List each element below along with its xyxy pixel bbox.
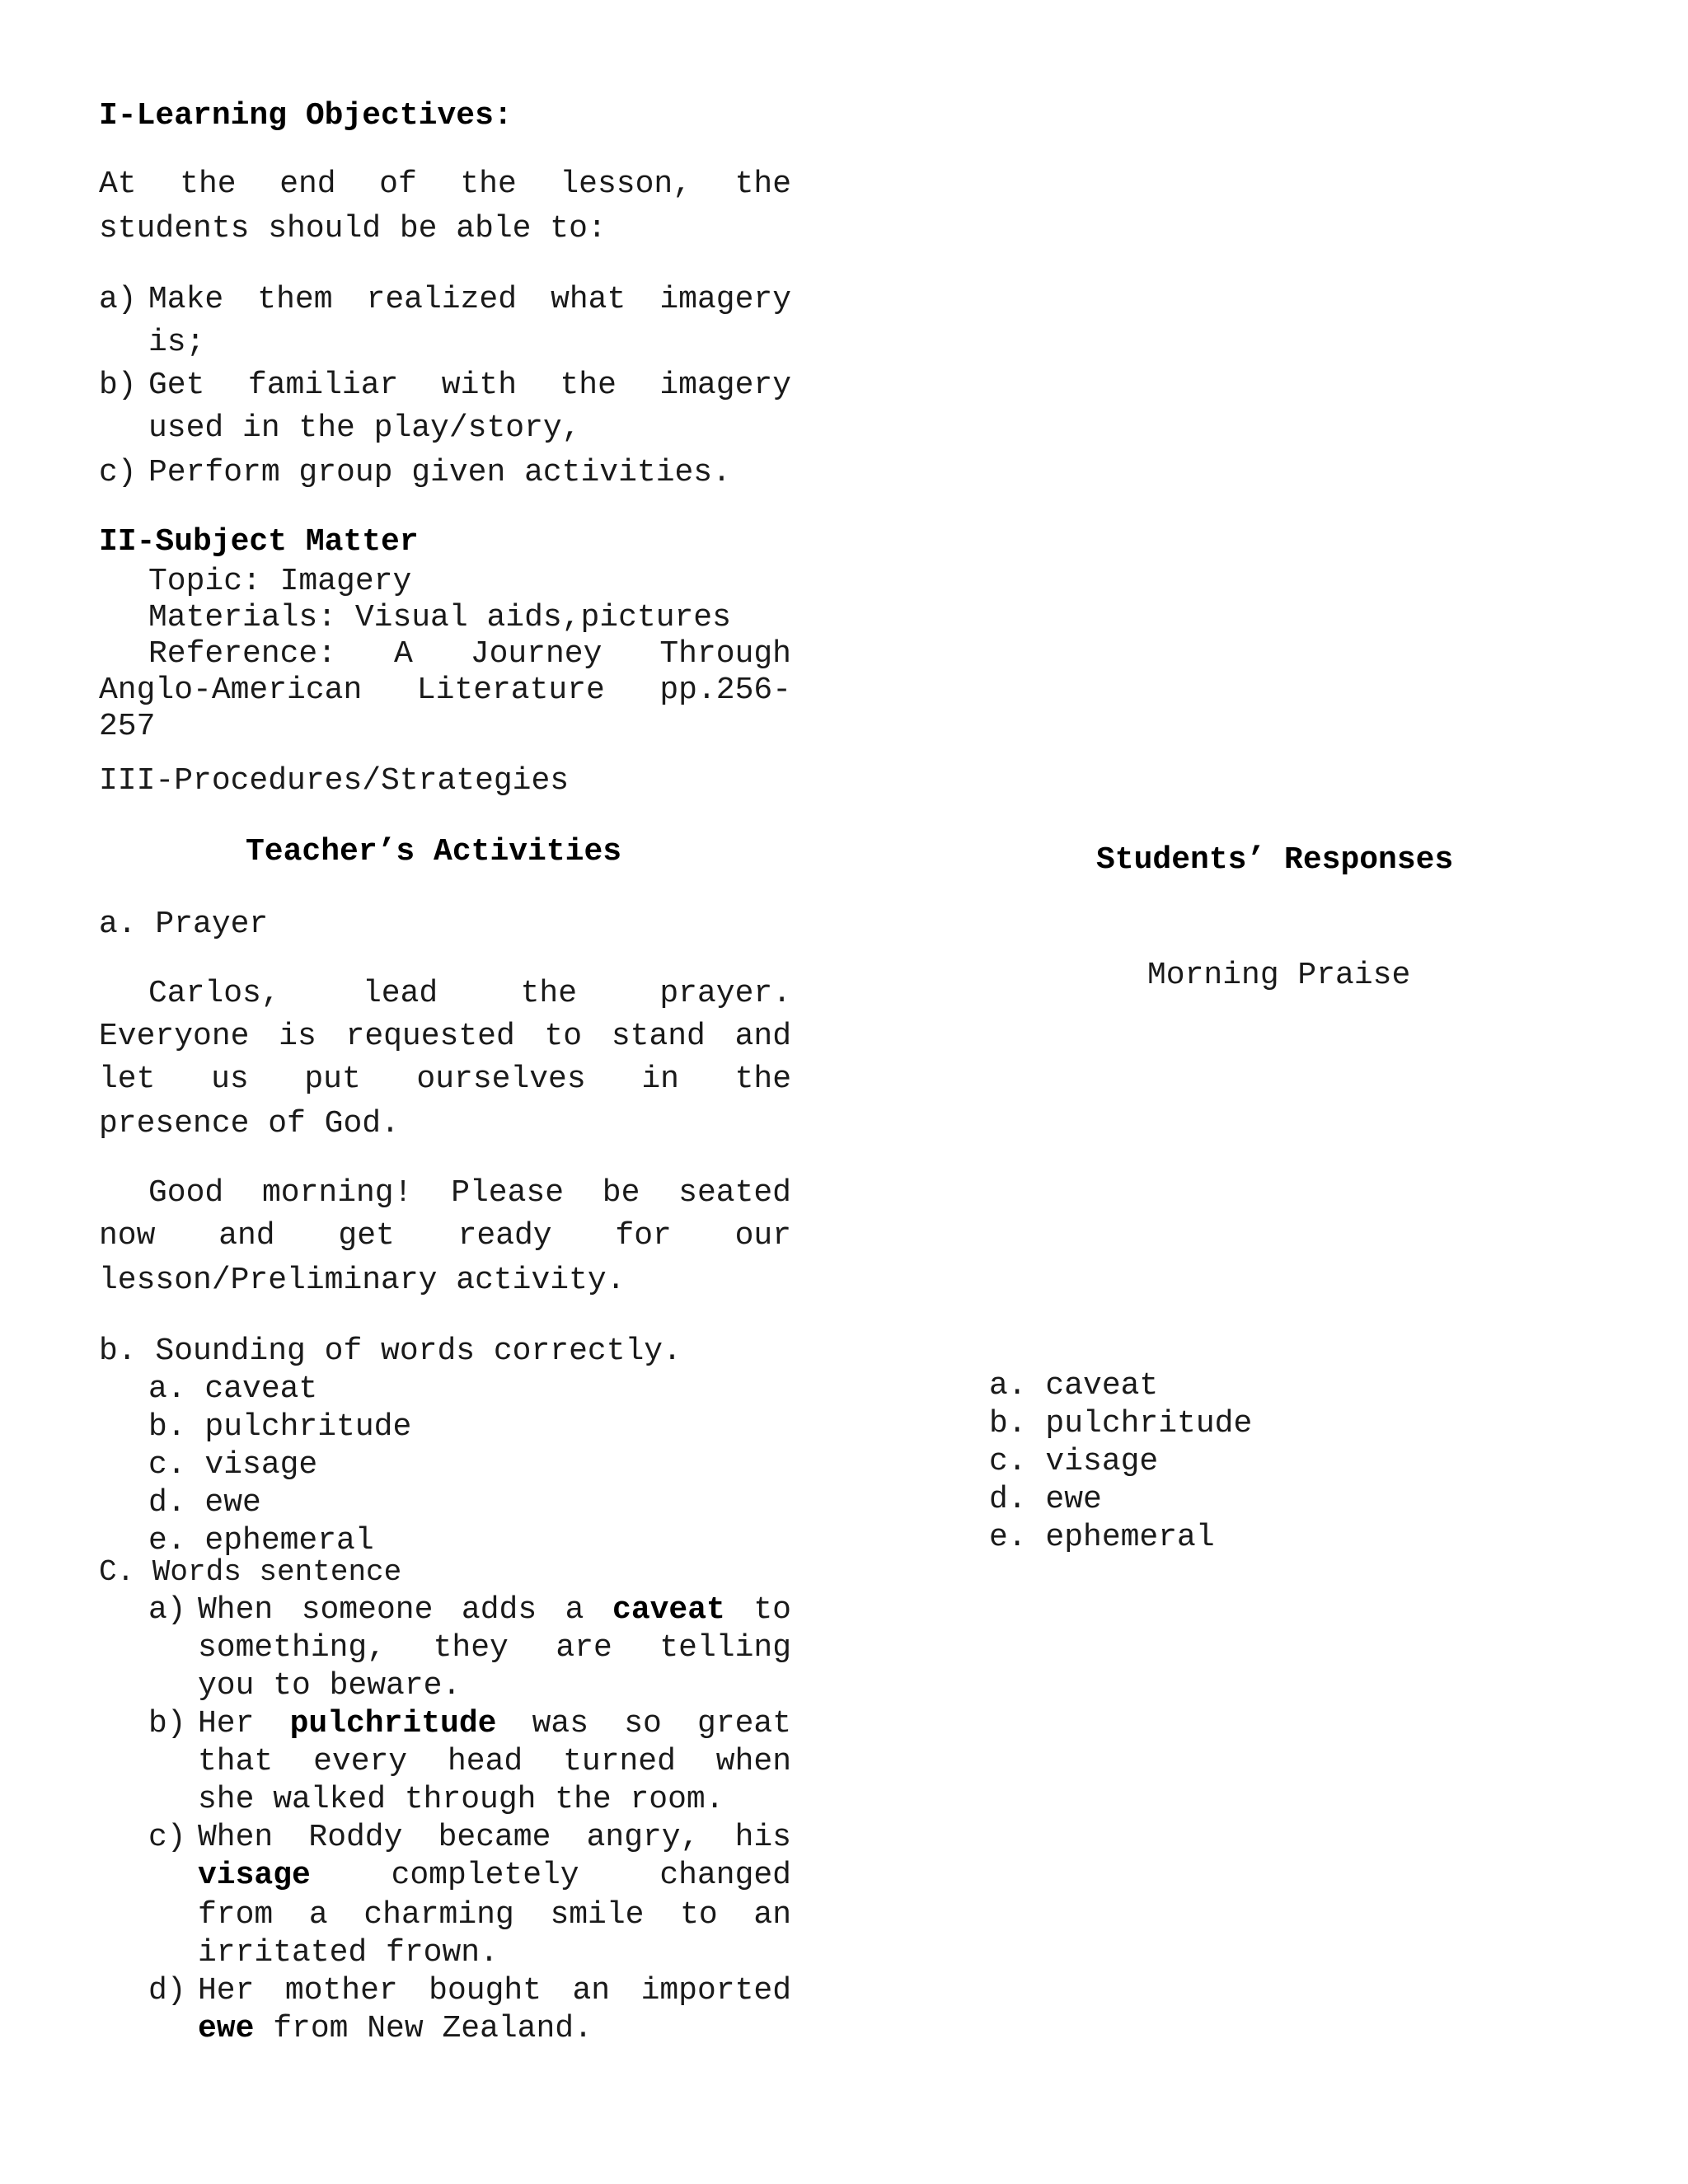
reference-line: Reference: A Journey Through [148,636,791,672]
sentence-label: a) [148,1592,186,1628]
procedures-heading: III-Procedures/Strategies [99,763,570,799]
sentence-line [198,1703,791,1746]
reference-line: Anglo-American Literature pp.256- [99,673,791,708]
learning-objectives-heading: I-Learning Objectives: [99,98,513,134]
vocab-word: caveat [612,1592,725,1628]
objective-item: Make them realized what imagery [148,282,791,317]
sentence-line: you to beware. [198,1668,462,1704]
objectives-intro-line: At the end of the lesson, the [99,166,791,202]
objective-label: c) [99,455,137,490]
sentence-text: Her [198,1706,290,1741]
vocab-word: visage [198,1858,311,1893]
sentence-line: from a charming smile to an [198,1897,791,1933]
greeting-paragraph-line: now and get ready for our [99,1218,791,1254]
prayer-paragraph-line: presence of God. [99,1106,400,1141]
reference-line: 257 [99,709,156,744]
word-response: e. ephemeral [989,1520,1215,1555]
word-item: e. ephemeral [148,1523,374,1558]
words-sentence-label: C. Words sentence [99,1555,402,1589]
sentence-text: from New Zealand. [254,2011,593,2046]
sentence-line [198,2008,593,2050]
sentence-line [198,1589,791,1632]
prayer-response: Morning Praise [1147,958,1411,993]
objective-item-cont: used in the play/story, [148,410,581,446]
sentence-line: irritated frown. [198,1935,499,1971]
prayer-paragraph-line: let us put ourselves in the [99,1062,791,1097]
students-responses-heading: Students’ Responses [1096,842,1454,878]
objective-item: Perform group given activities. [148,455,731,490]
sentence-text: was so great [496,1706,791,1741]
sounding-label: b. Sounding of words correctly. [99,1333,682,1369]
word-item: d. ewe [148,1485,261,1521]
subject-matter-heading: II-Subject Matter [99,524,419,560]
word-item: a. caveat [148,1371,318,1407]
sentence-text: completely changed [310,1858,791,1893]
sentence-label: d) [148,1973,186,2008]
sentence-line: that every head turned when [198,1744,791,1779]
vocab-word: ewe [198,2011,255,2046]
objectives-intro-line: students should be able to: [99,211,607,246]
objective-item: Get familiar with the imagery [148,368,791,403]
prayer-paragraph-line: Carlos, lead the prayer. [148,976,791,1011]
greeting-paragraph-line: Good morning! Please be seated [148,1175,791,1211]
prayer-paragraph-line: Everyone is requested to stand and [99,1019,791,1054]
sentence-line: When Roddy became angry, his [198,1820,791,1855]
objective-label: b) [99,368,137,403]
sentence-label: b) [148,1706,186,1741]
word-response: b. pulchritude [989,1406,1253,1441]
word-item: b. pulchritude [148,1409,412,1445]
sentence-line [198,1854,791,1897]
word-item: c. visage [148,1447,318,1483]
sentence-line: something, they are telling [198,1630,791,1666]
teacher-activities-heading: Teacher’s Activities [246,834,622,869]
word-response: c. visage [989,1444,1159,1479]
vocab-word: pulchritude [289,1706,497,1741]
topic-line: Topic: Imagery [148,564,412,599]
sentence-line: Her mother bought an imported [198,1973,791,2008]
objective-label: a) [99,282,137,317]
objective-item-cont: is; [148,325,205,360]
prayer-label: a. Prayer [99,907,269,942]
sentence-line: she walked through the room. [198,1782,724,1817]
greeting-paragraph-line: lesson/Preliminary activity. [99,1263,626,1298]
sentence-text: to [724,1592,791,1628]
word-response: a. caveat [989,1368,1159,1404]
sentence-label: c) [148,1820,186,1855]
word-response: d. ewe [989,1482,1102,1517]
sentence-text: When someone adds a [198,1592,613,1628]
materials-line: Materials: Visual aids,pictures [148,600,731,635]
